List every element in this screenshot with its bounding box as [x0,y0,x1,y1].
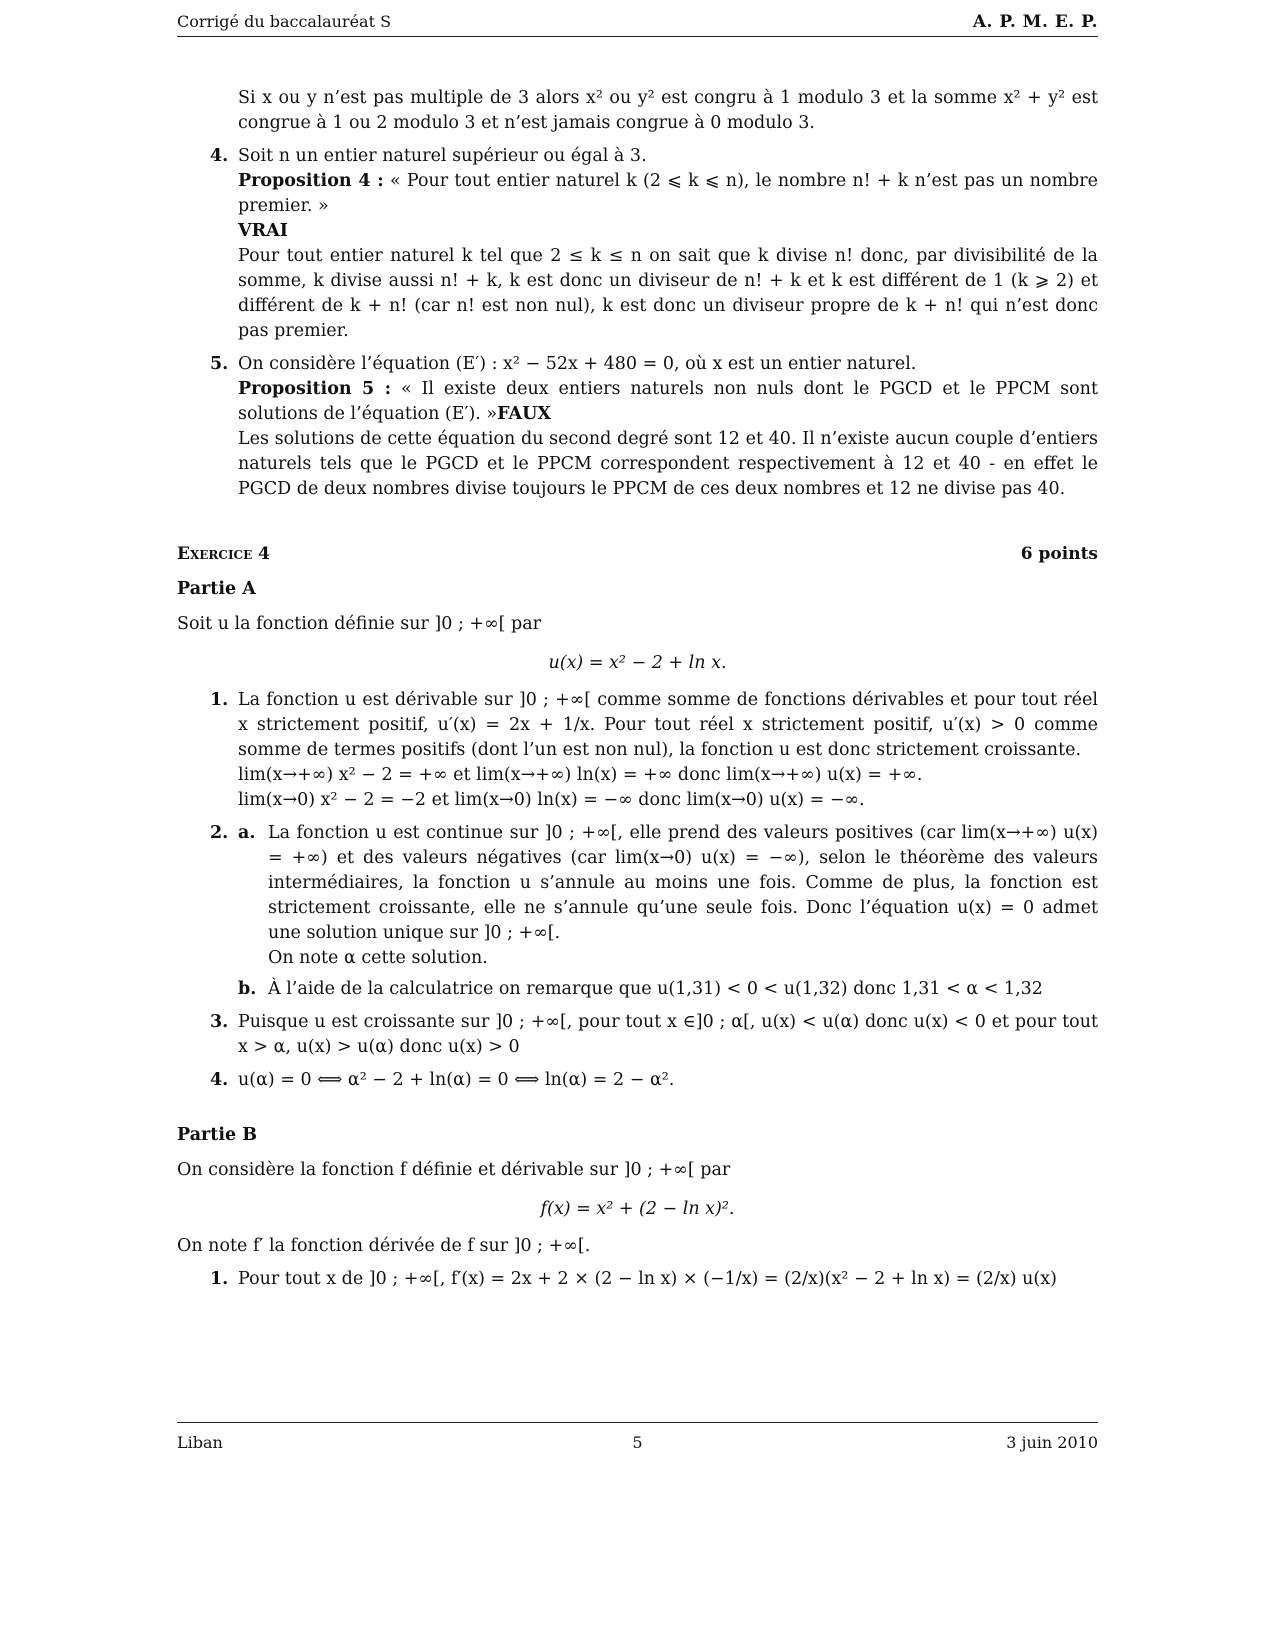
part-a-question-3 [177,1010,1098,1060]
sub-question-number: a. [238,823,256,843]
proposition-label: Proposition 5 : [238,379,392,399]
header-publisher: A. P. M. E. P. [972,12,1098,32]
part-b-question-1 [177,1267,1098,1292]
question-4 [177,144,1098,344]
footer-date: 3 juin 2010 [1006,1433,1098,1452]
question-number: 3. [210,1012,229,1032]
page-footer [177,1422,1098,1452]
answer-text: Puisque u est croissante sur ]0 ; +∞[, pour tout x ∈]0 ; α[, u(x) < u(α) donc u(x) < 0 et pour tout x > α, u(x) > u(α) donc u(x) > 0 [238,1012,1098,1057]
sub-question-b [238,977,1098,1002]
answer-text: Pour tout x de ]0 ; +∞[, f′(x) = 2x + 2 × (2 − ln x) × (−1/x) = (2/x)(x² − 2 + ln x) = (2/x) u(x) [238,1269,1057,1289]
page-number: 5 [632,1433,643,1452]
question-intro: Soit n un entier naturel supérieur ou égal à 3. [238,146,647,166]
answer-text: u(α) = 0 ⟺ α² − 2 + ln(α) = 0 ⟺ ln(α) = 2 − α². [238,1070,675,1090]
header-title: Corrigé du baccalauréat S [177,12,392,31]
document-page [177,0,1098,1650]
question-number: 5. [210,354,229,374]
sub-question-a [238,821,1098,971]
part-a-formula: u(x) = x² − 2 + ln x. [548,653,727,673]
part-b-formula: f(x) = x² + (2 − ln x)². [540,1199,735,1219]
proposition-text: « Il existe deux entiers naturels non nuls dont le PGCD et le PPCM sont solutions de l’équation (E′). » [238,379,1098,424]
question-intro: On considère l’équation (E′) : x² − 52x + 480 = 0, où x est un entier naturel. [238,354,917,374]
part-b-intro: On considère la fonction f définie et dérivable sur ]0 ; +∞[ par [177,1160,731,1180]
question-number: 4. [210,146,229,166]
proposition [238,169,1098,219]
verdict: FAUX [497,404,551,424]
question-number: 2. [210,823,229,843]
limit-line-1: lim(x→+∞) x² − 2 = +∞ et lim(x→+∞) ln(x) = +∞ donc lim(x→+∞) u(x) = +∞. [238,765,923,785]
page-body [177,86,1098,1292]
sub-question-number: b. [238,979,257,999]
exercise-points: 6 points [1020,544,1098,564]
part-a-question-1 [177,688,1098,813]
part-a-question-4 [177,1068,1098,1093]
answer-text: À l’aide de la calculatrice on remarque que u(1,31) < 0 < u(1,32) donc 1,31 < α < 1,32 [268,979,1043,999]
proof-paragraph: Pour tout entier naturel k tel que 2 ≤ k ≤ n on sait que k divise n! donc, par divisibilité de la somme, k divise aussi n! + k, k est donc un diviseur de n! + k et k est différent de 1 (k ⩾ 2) et différent de k + n! (car n! est non nul), k est donc un diviseur propre de k + n! qui n’est donc pas premier. [238,246,1098,341]
part-a-title: Partie A [177,579,256,599]
proposition-text: « Pour tout entier naturel k (2 ⩽ k ⩽ n), le nombre n! + k n’est pas un nombre premier. » [238,171,1098,216]
verdict: VRAI [238,221,288,241]
footer-location: Liban [177,1433,223,1452]
proposition [238,377,1098,427]
question-number: 4. [210,1070,229,1090]
question-5 [177,352,1098,502]
page-header [177,10,1098,37]
answer-text: La fonction u est continue sur ]0 ; +∞[, elle prend des valeurs positives (car lim(x→+∞) u(x) = +∞) et des valeurs négatives (car lim(x→0) u(x) = −∞), selon le théorème des valeurs intermédiaires, la fonction u s’annule au moins une fois. Comme de plus, la fonction est strictement croissante, elle ne s’annule qu’une seule fois. Donc l’équation u(x) = 0 admet une solution unique sur ]0 ; +∞[. [268,823,1098,943]
proposition-label: Proposition 4 : [238,171,384,191]
exercise-title: Exercice 4 [177,544,270,564]
continuation-paragraph: Si x ou y n’est pas multiple de 3 alors x² ou y² est congru à 1 modulo 3 et la somme x² + y² est congrue à 1 ou 2 modulo 3 et n’est jamais congrue à 0 modulo 3. [238,88,1098,133]
limit-line-2: lim(x→0) x² − 2 = −2 et lim(x→0) ln(x) = −∞ donc lim(x→0) u(x) = −∞. [238,790,865,810]
question-number: 1. [210,1269,229,1289]
answer-note: On note α cette solution. [268,948,488,968]
answer-text: La fonction u est dérivable sur ]0 ; +∞[ comme somme de fonctions dérivables et pour tout réel x strictement positif, u′(x) = 2x + 1/x. Pour tout réel x strictement positif, u′(x) > 0 comme somme de termes positifs (dont l’un est non nul), la fonction u est donc strictement croissante. [238,690,1098,760]
exercise-heading [177,542,1098,567]
question-number: 1. [210,690,229,710]
part-a-intro: Soit u la fonction définie sur ]0 ; +∞[ par [177,614,542,634]
part-a-question-2 [177,821,1098,1002]
part-b-title: Partie B [177,1125,257,1145]
proof-paragraph: Les solutions de cette équation du second degré sont 12 et 40. Il n’existe aucun couple d’entiers naturels tels que le PGCD et le PPCM correspondent respectivement à 12 et 40 - en effet le PGCD de deux nombres divise toujours le PPCM de ces deux nombres et 12 ne divise pas 40. [238,429,1098,499]
part-b-note: On note f′ la fonction dérivée de f sur ]0 ; +∞[. [177,1236,591,1256]
